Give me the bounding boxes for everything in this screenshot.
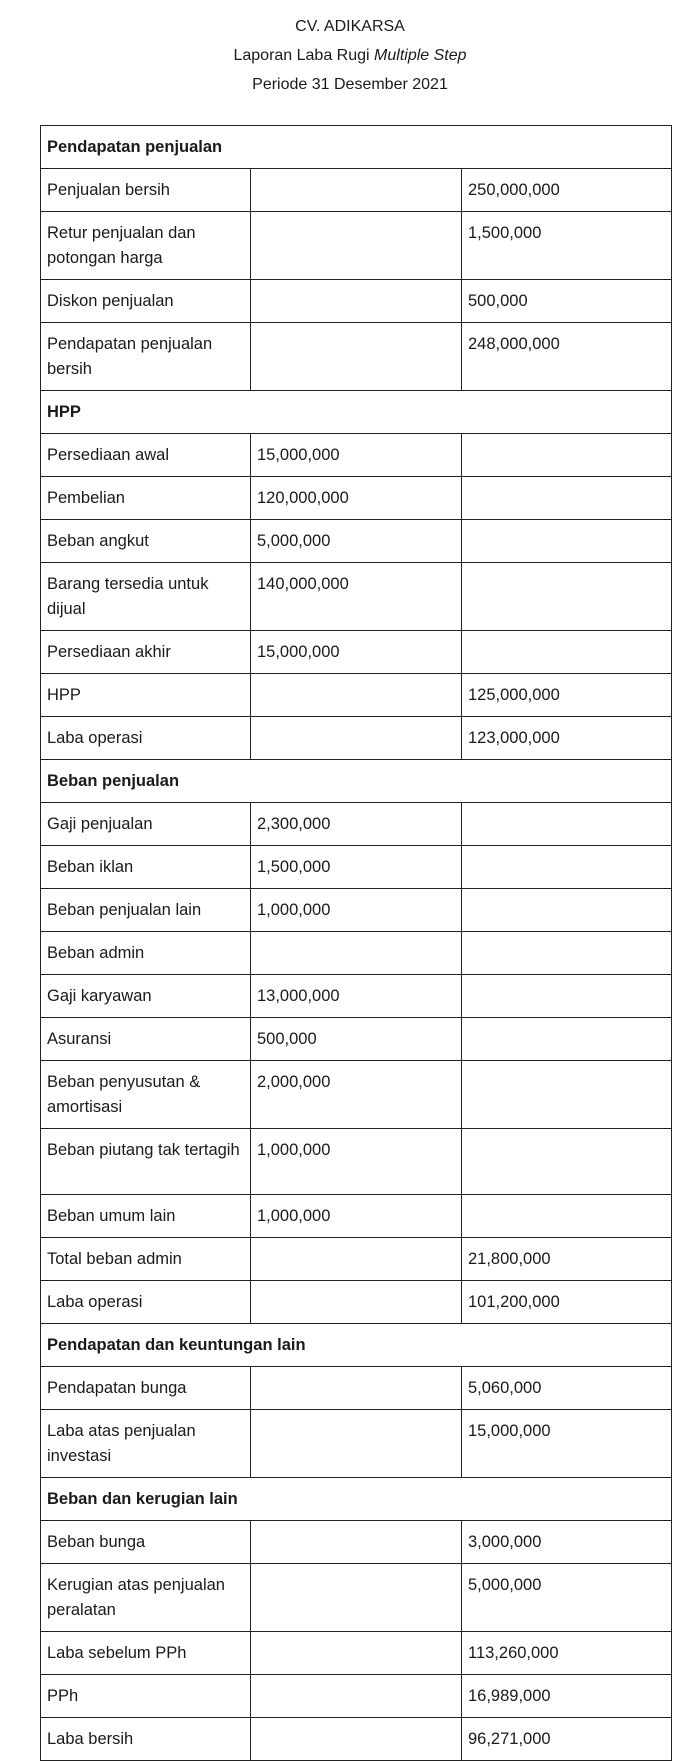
row-label: Pendapatan penjualan bersih <box>41 323 251 391</box>
row-label: Diskon penjualan <box>41 280 251 323</box>
row-label: Penjualan bersih <box>41 169 251 212</box>
row-subtotal <box>251 1521 462 1564</box>
table-row <box>41 889 672 932</box>
row-label: Persediaan awal <box>41 434 251 477</box>
row-label: HPP <box>41 674 251 717</box>
company-name: CV. ADIKARSA <box>295 18 405 35</box>
row-label: Beban iklan <box>41 846 251 889</box>
row-total <box>462 563 672 631</box>
section-title: Pendapatan penjualan <box>41 126 672 169</box>
row-subtotal <box>251 1410 462 1478</box>
row-label: Barang tersedia untuk dijual <box>41 563 251 631</box>
row-subtotal: 140,000,000 <box>251 563 462 631</box>
section-title: Beban dan kerugian lain <box>41 1478 672 1521</box>
table-row <box>41 975 672 1018</box>
row-subtotal: 120,000,000 <box>251 477 462 520</box>
row-total: 16,989,000 <box>462 1675 672 1718</box>
row-subtotal <box>251 717 462 760</box>
row-subtotal: 1,000,000 <box>251 1129 462 1195</box>
row-label: Beban penyusutan & amortisasi <box>41 1061 251 1129</box>
row-total <box>462 631 672 674</box>
table-row <box>41 717 672 760</box>
row-label: Gaji karyawan <box>41 975 251 1018</box>
table-row <box>41 1018 672 1061</box>
table-row <box>41 520 672 563</box>
row-total <box>462 975 672 1018</box>
table-row <box>41 1718 672 1761</box>
table-row <box>41 1675 672 1718</box>
row-total <box>462 1195 672 1238</box>
table-row <box>41 1410 672 1478</box>
table-row <box>41 1281 672 1324</box>
row-label: Beban bunga <box>41 1521 251 1564</box>
row-total: 248,000,000 <box>462 323 672 391</box>
row-label: Beban piutang tak tertagih <box>41 1129 251 1195</box>
row-label: Retur penjualan dan potongan harga <box>41 212 251 280</box>
row-subtotal: 1,000,000 <box>251 1195 462 1238</box>
row-subtotal <box>251 212 462 280</box>
row-total: 101,200,000 <box>462 1281 672 1324</box>
row-label: Total beban admin <box>41 1238 251 1281</box>
row-label: Beban penjualan lain <box>41 889 251 932</box>
row-total: 250,000,000 <box>462 169 672 212</box>
row-label: Pembelian <box>41 477 251 520</box>
report-title <box>0 41 700 70</box>
row-subtotal <box>251 932 462 975</box>
row-label: PPh <box>41 1675 251 1718</box>
report-title-italic: Multiple Step <box>374 47 467 64</box>
section-header-row <box>41 126 672 169</box>
row-label: Beban admin <box>41 932 251 975</box>
row-subtotal <box>251 1632 462 1675</box>
row-subtotal: 2,000,000 <box>251 1061 462 1129</box>
row-label: Laba bersih <box>41 1718 251 1761</box>
row-label: Laba atas penjualan investasi <box>41 1410 251 1478</box>
row-subtotal <box>251 1564 462 1632</box>
row-subtotal <box>251 674 462 717</box>
row-subtotal <box>251 1675 462 1718</box>
row-total: 21,800,000 <box>462 1238 672 1281</box>
row-subtotal <box>251 1281 462 1324</box>
section-title: HPP <box>41 391 672 434</box>
row-total <box>462 520 672 563</box>
report-period: Periode 31 Desember 2021 <box>252 76 448 93</box>
section-title: Pendapatan dan keuntungan lain <box>41 1324 672 1367</box>
row-total <box>462 932 672 975</box>
row-label: Beban angkut <box>41 520 251 563</box>
table-row <box>41 169 672 212</box>
report-header <box>0 0 700 112</box>
table-row <box>41 1238 672 1281</box>
section-header-row <box>41 760 672 803</box>
income-statement-table <box>40 125 672 1761</box>
section-header-row <box>41 391 672 434</box>
row-total <box>462 434 672 477</box>
row-total: 3,000,000 <box>462 1521 672 1564</box>
table-row <box>41 477 672 520</box>
row-total <box>462 477 672 520</box>
table-row <box>41 803 672 846</box>
row-total: 500,000 <box>462 280 672 323</box>
row-total: 5,060,000 <box>462 1367 672 1410</box>
row-subtotal: 2,300,000 <box>251 803 462 846</box>
table-row <box>41 631 672 674</box>
table-row <box>41 280 672 323</box>
row-total <box>462 889 672 932</box>
row-subtotal <box>251 1367 462 1410</box>
section-header-row <box>41 1478 672 1521</box>
row-subtotal <box>251 323 462 391</box>
row-subtotal <box>251 280 462 323</box>
row-subtotal <box>251 1238 462 1281</box>
income-statement-body <box>41 126 672 1761</box>
row-subtotal: 5,000,000 <box>251 520 462 563</box>
row-subtotal: 13,000,000 <box>251 975 462 1018</box>
row-total: 123,000,000 <box>462 717 672 760</box>
row-subtotal: 1,500,000 <box>251 846 462 889</box>
row-label: Asuransi <box>41 1018 251 1061</box>
table-row <box>41 846 672 889</box>
table-row <box>41 1564 672 1632</box>
row-subtotal: 1,000,000 <box>251 889 462 932</box>
row-total: 15,000,000 <box>462 1410 672 1478</box>
section-header-row <box>41 1324 672 1367</box>
report-title-prefix: Laporan Laba Rugi <box>233 47 375 64</box>
row-label: Laba sebelum PPh <box>41 1632 251 1675</box>
row-label: Laba operasi <box>41 1281 251 1324</box>
row-total: 125,000,000 <box>462 674 672 717</box>
table-row <box>41 1367 672 1410</box>
row-total: 1,500,000 <box>462 212 672 280</box>
row-total: 113,260,000 <box>462 1632 672 1675</box>
table-row <box>41 1129 672 1195</box>
table-row <box>41 1521 672 1564</box>
table-row <box>41 323 672 391</box>
row-total <box>462 846 672 889</box>
table-row <box>41 563 672 631</box>
row-label: Kerugian atas penjualan peralatan <box>41 1564 251 1632</box>
row-label: Pendapatan bunga <box>41 1367 251 1410</box>
row-label: Gaji penjualan <box>41 803 251 846</box>
row-total <box>462 1129 672 1195</box>
table-row <box>41 932 672 975</box>
table-row <box>41 1632 672 1675</box>
row-total <box>462 1018 672 1061</box>
row-subtotal: 500,000 <box>251 1018 462 1061</box>
table-row <box>41 434 672 477</box>
row-label: Persediaan akhir <box>41 631 251 674</box>
row-total <box>462 1061 672 1129</box>
section-title: Beban penjualan <box>41 760 672 803</box>
table-row <box>41 212 672 280</box>
row-subtotal <box>251 1718 462 1761</box>
table-row <box>41 674 672 717</box>
row-total <box>462 803 672 846</box>
table-row <box>41 1195 672 1238</box>
row-total: 5,000,000 <box>462 1564 672 1632</box>
row-label: Laba operasi <box>41 717 251 760</box>
table-row <box>41 1061 672 1129</box>
row-subtotal: 15,000,000 <box>251 631 462 674</box>
row-label: Beban umum lain <box>41 1195 251 1238</box>
row-subtotal: 15,000,000 <box>251 434 462 477</box>
row-subtotal <box>251 169 462 212</box>
row-total: 96,271,000 <box>462 1718 672 1761</box>
